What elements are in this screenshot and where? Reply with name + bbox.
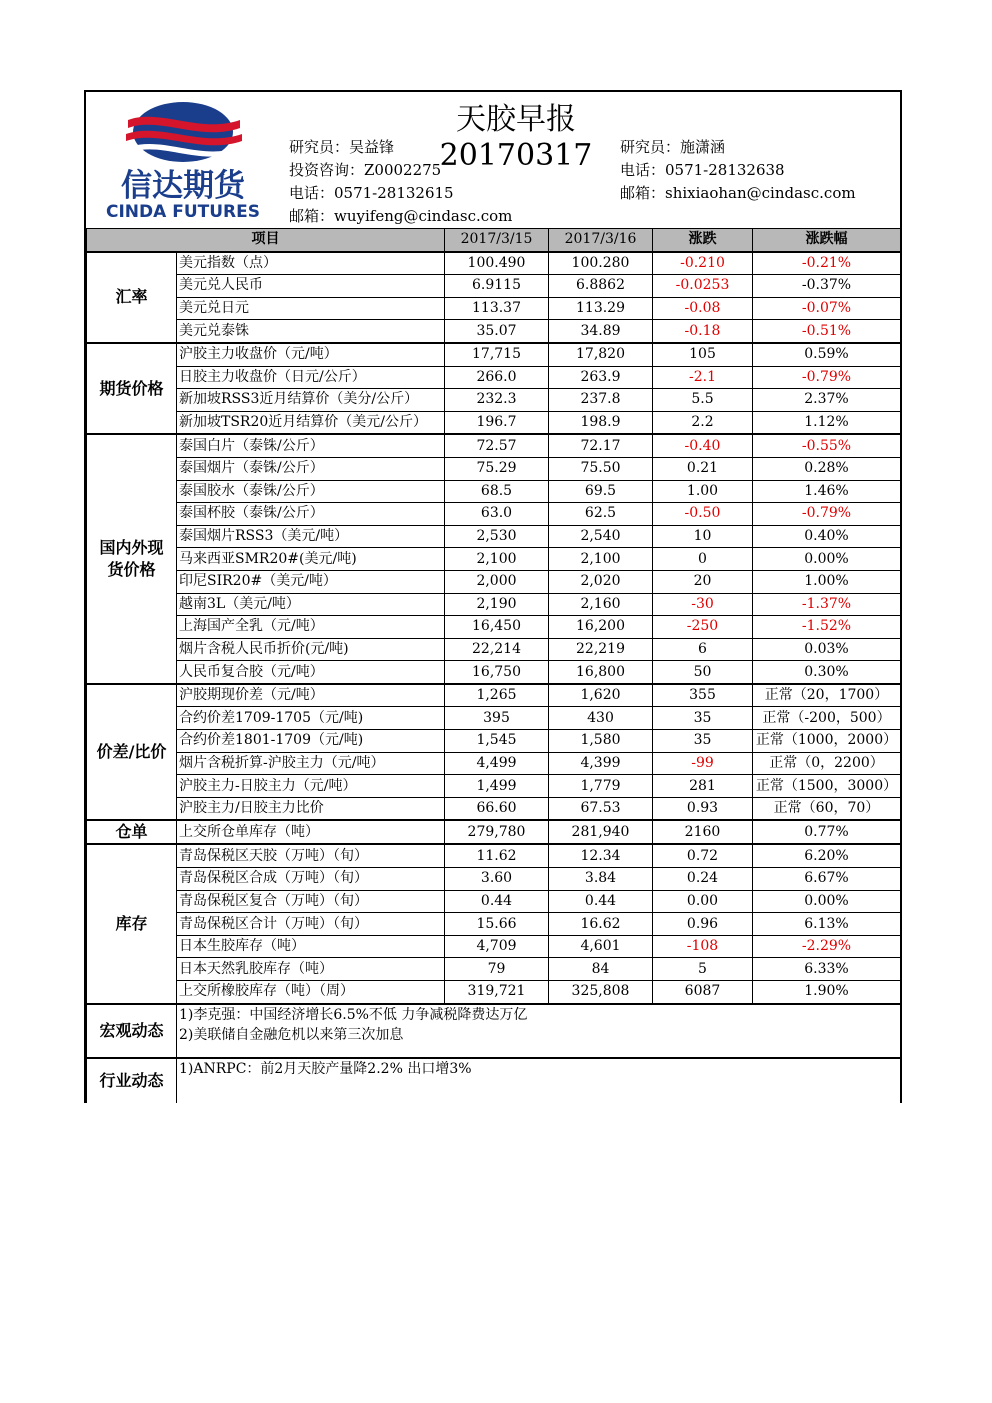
- row-change-pct: 0.03%: [753, 638, 901, 661]
- table-row: [87, 525, 901, 548]
- row-item: 泰国杯胶（泰铢/公斤）: [177, 503, 445, 526]
- row-value-d2: 16,200: [549, 616, 653, 639]
- row-item: 美元兑人民币: [177, 275, 445, 298]
- row-change: -108: [653, 935, 753, 958]
- row-change-pct: -2.29%: [753, 935, 901, 958]
- row-change: 0.96: [653, 913, 753, 936]
- row-value-d1: 196.7: [445, 411, 549, 434]
- table-row: [87, 797, 901, 820]
- row-item: 美元兑泰铢: [177, 320, 445, 343]
- row-change: 6: [653, 638, 753, 661]
- row-item: 青岛保税区天胶（万吨）（旬）: [177, 844, 445, 867]
- section-label: 仓单: [87, 820, 177, 844]
- row-change-pct: 0.40%: [753, 525, 901, 548]
- row-value-d2: 12.34: [549, 844, 653, 867]
- row-value-d2: 113.29: [549, 297, 653, 320]
- row-change-pct: 6.13%: [753, 913, 901, 936]
- row-change: 105: [653, 343, 753, 366]
- row-value-d2: 16,800: [549, 661, 653, 684]
- row-value-d1: 15.66: [445, 913, 549, 936]
- row-item: 印尼SIR20#（美元/吨）: [177, 570, 445, 593]
- row-item: 泰国胶水（泰铢/公斤）: [177, 480, 445, 503]
- row-change-pct: -0.07%: [753, 297, 901, 320]
- row-change: 0.24: [653, 868, 753, 891]
- row-value-d2: 1,620: [549, 684, 653, 707]
- row-change: -250: [653, 616, 753, 639]
- row-value-d1: 100.490: [445, 252, 549, 275]
- row-value-d2: 325,808: [549, 981, 653, 1004]
- logo-cn-text: 信达期货: [121, 168, 245, 204]
- row-change-pct: -0.37%: [753, 275, 901, 298]
- table-row: [87, 593, 901, 616]
- row-item: 日胶主力收盘价（日元/公斤）: [177, 366, 445, 389]
- table-row: [87, 320, 901, 343]
- row-value-d1: 0.44: [445, 890, 549, 913]
- row-item: 烟片含税人民币折价(元/吨): [177, 638, 445, 661]
- row-change-pct: 6.33%: [753, 958, 901, 981]
- email-1[interactable]: 邮箱：wuyifeng@cindasc.com: [289, 207, 513, 225]
- row-item: 沪胶主力-日胶主力（元/吨）: [177, 775, 445, 798]
- row-change-pct: 0.77%: [753, 820, 901, 844]
- row-item: 烟片含税折算-沪胶主力（元/吨）: [177, 752, 445, 775]
- news-line: 1)ANRPC：前2月天胶产量降2.2% 出口增3%: [179, 1060, 472, 1077]
- news-label: 宏观动态: [87, 1004, 177, 1058]
- row-value-d1: 2,100: [445, 548, 549, 571]
- table-row: [87, 252, 901, 275]
- row-change: 1.00: [653, 480, 753, 503]
- news-row: [87, 1004, 901, 1058]
- table-row: [87, 661, 901, 684]
- row-value-d2: 3.84: [549, 868, 653, 891]
- header-item: 项目: [87, 229, 445, 252]
- row-item: 新加坡RSS3近月结算价（美分/公斤）: [177, 389, 445, 412]
- row-value-d2: 67.53: [549, 797, 653, 820]
- phone-2: 电话：0571-28132638: [620, 161, 785, 179]
- row-change-pct: 6.67%: [753, 868, 901, 891]
- row-value-d2: 2,540: [549, 525, 653, 548]
- table-row: [87, 958, 901, 981]
- row-value-d2: 0.44: [549, 890, 653, 913]
- row-value-d2: 100.280: [549, 252, 653, 275]
- row-value-d2: 2,160: [549, 593, 653, 616]
- row-value-d1: 16,750: [445, 661, 549, 684]
- row-value-d1: 66.60: [445, 797, 549, 820]
- row-change-pct: 0.28%: [753, 457, 901, 480]
- table-row: [87, 820, 901, 844]
- table-row: [87, 389, 901, 412]
- table-row: [87, 730, 901, 753]
- header-date-2: 2017/3/16: [549, 229, 653, 252]
- row-value-d1: 35.07: [445, 320, 549, 343]
- row-change-pct: 0.00%: [753, 548, 901, 571]
- news-content: [177, 1058, 901, 1103]
- row-change-pct: 0.30%: [753, 661, 901, 684]
- row-change: 5: [653, 958, 753, 981]
- cinda-logo: [90, 98, 276, 220]
- row-item: 新加坡TSR20近月结算价（美元/公斤）: [177, 411, 445, 434]
- row-change-pct: 1.00%: [753, 570, 901, 593]
- row-value-d2: 263.9: [549, 366, 653, 389]
- header-change: 涨跌: [653, 229, 753, 252]
- table-row: [87, 752, 901, 775]
- row-item: 人民币复合胶（元/吨）: [177, 661, 445, 684]
- row-value-d2: 6.8862: [549, 275, 653, 298]
- report-title: 天胶早报20170317: [439, 102, 593, 173]
- consult-id: 投资咨询：Z0002275: [289, 161, 442, 179]
- row-change: 281: [653, 775, 753, 798]
- row-item: 美元兑日元: [177, 297, 445, 320]
- row-change: -0.08: [653, 297, 753, 320]
- row-item: 青岛保税区合计（万吨）（旬）: [177, 913, 445, 936]
- row-value-d2: 84: [549, 958, 653, 981]
- row-change: -30: [653, 593, 753, 616]
- row-item: 合约价差1709-1705（元/吨): [177, 707, 445, 730]
- row-change: 0.21: [653, 457, 753, 480]
- row-change-pct: -1.37%: [753, 593, 901, 616]
- row-value-d1: 72.57: [445, 434, 549, 457]
- row-value-d1: 17,715: [445, 343, 549, 366]
- table-row: [87, 981, 901, 1004]
- table-row: [87, 297, 901, 320]
- row-change-pct: -0.79%: [753, 503, 901, 526]
- row-value-d2: 2,020: [549, 570, 653, 593]
- row-value-d2: 198.9: [549, 411, 653, 434]
- row-change: -0.40: [653, 434, 753, 457]
- row-change-pct: -0.79%: [753, 366, 901, 389]
- row-value-d2: 75.50: [549, 457, 653, 480]
- table-row: [87, 775, 901, 798]
- row-change: 355: [653, 684, 753, 707]
- news-line: 2)美联储自金融危机以来第三次加息: [179, 1026, 404, 1043]
- table-row: [87, 503, 901, 526]
- row-value-d1: 4,499: [445, 752, 549, 775]
- row-item: 越南3L（美元/吨）: [177, 593, 445, 616]
- row-change: -0.0253: [653, 275, 753, 298]
- header-date-1: 2017/3/15: [445, 229, 549, 252]
- row-change-pct: -0.51%: [753, 320, 901, 343]
- row-change: 50: [653, 661, 753, 684]
- logo-en-text: CINDA FUTURES: [106, 202, 260, 220]
- row-change-pct: 正常（-200，500）: [753, 707, 901, 730]
- row-item: 泰国白片（泰铢/公斤）: [177, 434, 445, 457]
- row-value-d2: 62.5: [549, 503, 653, 526]
- table-row: [87, 868, 901, 891]
- table-row: [87, 935, 901, 958]
- row-change-pct: 正常（20，1700）: [753, 684, 901, 707]
- section-label: 库存: [87, 844, 177, 1003]
- table-header-row: [87, 229, 901, 252]
- report-header: [86, 92, 900, 228]
- row-change: -99: [653, 752, 753, 775]
- table-row: [87, 890, 901, 913]
- row-value-d1: 68.5: [445, 480, 549, 503]
- row-value-d2: 72.17: [549, 434, 653, 457]
- row-change: 5.5: [653, 389, 753, 412]
- row-change: 0.93: [653, 797, 753, 820]
- row-value-d1: 63.0: [445, 503, 549, 526]
- row-item: 美元指数（点）: [177, 252, 445, 275]
- header-change-pct: 涨跌幅: [753, 229, 901, 252]
- table-row: [87, 707, 901, 730]
- table-row: [87, 570, 901, 593]
- row-item: 青岛保税区合成（万吨）（旬）: [177, 868, 445, 891]
- row-item: 上交所橡胶库存（吨）（周）: [177, 981, 445, 1004]
- row-change-pct: 正常（1500，3000）: [753, 775, 901, 798]
- table-row: [87, 411, 901, 434]
- row-value-d2: 16.62: [549, 913, 653, 936]
- row-value-d1: 2,000: [445, 570, 549, 593]
- row-value-d1: 266.0: [445, 366, 549, 389]
- row-value-d2: 281,940: [549, 820, 653, 844]
- row-item: 青岛保税区复合（万吨）（旬）: [177, 890, 445, 913]
- row-change-pct: -0.55%: [753, 434, 901, 457]
- row-change: -0.50: [653, 503, 753, 526]
- row-change-pct: 6.20%: [753, 844, 901, 867]
- row-value-d2: 1,580: [549, 730, 653, 753]
- data-table: [86, 228, 901, 1103]
- row-value-d1: 319,721: [445, 981, 549, 1004]
- row-change-pct: -0.21%: [753, 252, 901, 275]
- row-item: 合约价差1801-1709（元/吨): [177, 730, 445, 753]
- row-value-d1: 1,545: [445, 730, 549, 753]
- row-change: 20: [653, 570, 753, 593]
- row-value-d1: 79: [445, 958, 549, 981]
- row-value-d1: 395: [445, 707, 549, 730]
- table-row: [87, 343, 901, 366]
- row-change: 2160: [653, 820, 753, 844]
- row-value-d2: 1,779: [549, 775, 653, 798]
- row-value-d1: 232.3: [445, 389, 549, 412]
- row-value-d2: 430: [549, 707, 653, 730]
- row-change-pct: 1.46%: [753, 480, 901, 503]
- table-row: [87, 434, 901, 457]
- row-value-d1: 16,450: [445, 616, 549, 639]
- row-change-pct: 正常（0，2200）: [753, 752, 901, 775]
- row-item: 日本天然乳胶库存（吨）: [177, 958, 445, 981]
- row-item: 泰国烟片（泰铢/公斤）: [177, 457, 445, 480]
- section-label: 期货价格: [87, 343, 177, 434]
- row-value-d1: 11.62: [445, 844, 549, 867]
- row-change-pct: 1.90%: [753, 981, 901, 1004]
- news-line: 1)李克强：中国经济增长6.5%不低 力争减税降费达万亿: [179, 1006, 528, 1023]
- table-row: [87, 480, 901, 503]
- table-row: [87, 548, 901, 571]
- row-value-d2: 17,820: [549, 343, 653, 366]
- table-row: [87, 366, 901, 389]
- table-row: [87, 844, 901, 867]
- table-row: [87, 616, 901, 639]
- row-value-d1: 4,709: [445, 935, 549, 958]
- row-value-d2: 4,399: [549, 752, 653, 775]
- row-item: 沪胶主力收盘价（元/吨）: [177, 343, 445, 366]
- table-row: [87, 913, 901, 936]
- row-change: 35: [653, 707, 753, 730]
- row-value-d1: 1,265: [445, 684, 549, 707]
- table-row: [87, 457, 901, 480]
- row-value-d2: 34.89: [549, 320, 653, 343]
- row-value-d1: 113.37: [445, 297, 549, 320]
- row-change: 6087: [653, 981, 753, 1004]
- row-change: 0.72: [653, 844, 753, 867]
- news-content: [177, 1004, 901, 1058]
- row-change-pct: 1.12%: [753, 411, 901, 434]
- phone-1: 电话：0571-28132615: [289, 184, 454, 202]
- table-row: [87, 638, 901, 661]
- row-change-pct: 正常（1000，2000）: [753, 730, 901, 753]
- row-value-d1: 2,190: [445, 593, 549, 616]
- row-change-pct: 2.37%: [753, 389, 901, 412]
- section-label: 国内外现货价格: [87, 434, 177, 684]
- row-value-d2: 69.5: [549, 480, 653, 503]
- row-change-pct: -1.52%: [753, 616, 901, 639]
- row-change: -0.210: [653, 252, 753, 275]
- row-value-d1: 75.29: [445, 457, 549, 480]
- row-change-pct: 0.00%: [753, 890, 901, 913]
- row-value-d2: 4,601: [549, 935, 653, 958]
- row-value-d1: 3.60: [445, 868, 549, 891]
- table-row: [87, 684, 901, 707]
- row-change: -2.1: [653, 366, 753, 389]
- email-2[interactable]: 邮箱：shixiaohan@cindasc.com: [620, 184, 856, 202]
- section-label: 汇率: [87, 252, 177, 343]
- row-item: 沪胶期现价差（元/吨）: [177, 684, 445, 707]
- row-item: 上海国产全乳（元/吨）: [177, 616, 445, 639]
- news-label: 行业动态: [87, 1058, 177, 1103]
- row-change-pct: 正常（60，70）: [753, 797, 901, 820]
- row-item: 马来西亚SMR20#(美元/吨): [177, 548, 445, 571]
- row-value-d1: 22,214: [445, 638, 549, 661]
- row-value-d1: 6.9115: [445, 275, 549, 298]
- row-value-d2: 2,100: [549, 548, 653, 571]
- row-value-d1: 2,530: [445, 525, 549, 548]
- row-change: 10: [653, 525, 753, 548]
- row-value-d2: 237.8: [549, 389, 653, 412]
- row-change: 2.2: [653, 411, 753, 434]
- report-sheet: [84, 90, 902, 1103]
- researcher-2: 研究员：施潇涵: [620, 138, 726, 156]
- row-change: 0.00: [653, 890, 753, 913]
- row-item: 上交所仓单库存（吨）: [177, 820, 445, 844]
- row-item: 泰国烟片RSS3（美元/吨）: [177, 525, 445, 548]
- researcher-1: 研究员：吴益锋: [289, 138, 395, 156]
- row-change: 35: [653, 730, 753, 753]
- row-change-pct: 0.59%: [753, 343, 901, 366]
- section-label: 价差/比价: [87, 684, 177, 821]
- row-change: -0.18: [653, 320, 753, 343]
- row-value-d2: 22,219: [549, 638, 653, 661]
- row-item: 沪胶主力/日胶主力比价: [177, 797, 445, 820]
- row-change: 0: [653, 548, 753, 571]
- row-value-d1: 1,499: [445, 775, 549, 798]
- table-row: [87, 275, 901, 298]
- row-item: 日本生胶库存（吨）: [177, 935, 445, 958]
- row-value-d1: 279,780: [445, 820, 549, 844]
- news-row: [87, 1058, 901, 1103]
